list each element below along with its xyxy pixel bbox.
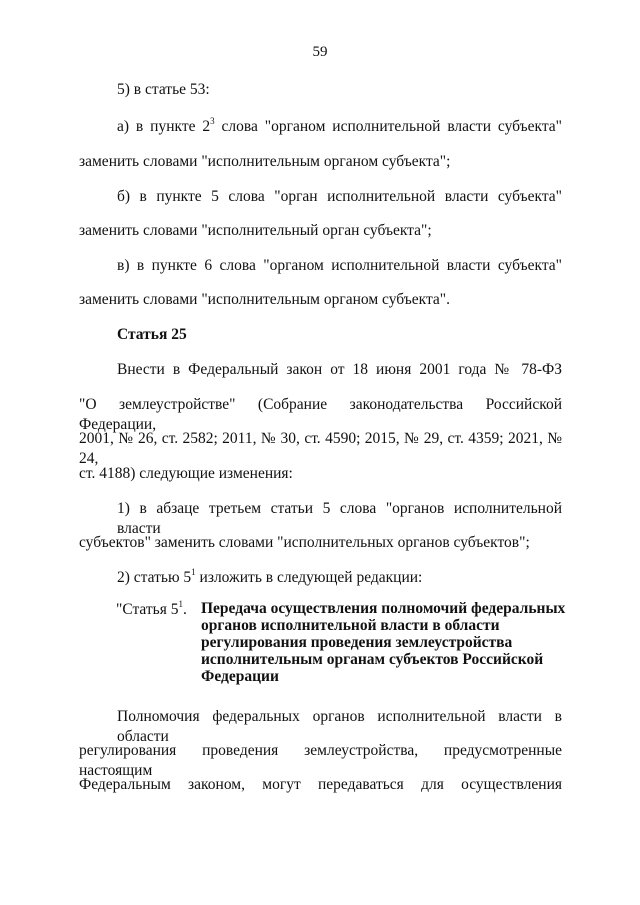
article-25-para-line-1: Внести в Федеральный закон от 18 июня 2001 года № 78-ФЗ: [117, 361, 562, 378]
subitem-v-line-1: в) в пункте 6 слова "органом исполнительной власти субъекта": [117, 257, 562, 274]
subitem-v-line-2: заменить словами "исполнительным органом субъекта".: [79, 291, 451, 308]
item-5-statya-53: 5) в статье 53:: [117, 81, 210, 98]
subitem-a-line-1: а) в пункте $2^3$ слова "органом исполнительной власти субъекта": [117, 116, 563, 135]
powers-para-line-1: Полномочия федеральных органов исполнительной власти в области: [117, 708, 562, 745]
article-25-para-line-2: "О землеустройстве" (Собрание законодательства Российской Федерации,: [79, 396, 562, 433]
article-25-heading: Статья 25: [117, 326, 187, 343]
powers-para-line-2: регулирования проведения землеустройства, предусмотренные настоящим: [79, 742, 562, 779]
change-1-line-2: субъектов" заменить словами "исполнительных органов субъектов";: [79, 534, 530, 551]
subitem-b-line-2: заменить словами "исполнительный орган субъекта";: [79, 222, 432, 239]
page-number: 59: [312, 44, 328, 60]
subitem-a-line-2: заменить словами "исполнительным органом субъекта";: [79, 153, 451, 170]
article-25-para-line-3: 2001, № 26, ст. 2582; 2011, № 30, ст. 4590; 2015, № 29, ст. 4359; 2021, № 24,: [79, 430, 562, 467]
article-5-1-title: Передача осуществления полномочий федеральных органов исполнительной власти в области регулирования проведения землеустройства исполнительным органам субъектов Российской Федерации: [201, 600, 566, 685]
article-5-1-label: "Статья $5^1$.: [116, 599, 187, 618]
powers-para-line-3: Федеральным законом, могут передаваться для осуществления: [79, 776, 562, 793]
change-2-line: 2) статью $5^1$ изложить в следующей редакции:: [117, 567, 423, 586]
subitem-b-line-1: б) в пункте 5 слова "орган исполнительной власти субъекта": [117, 188, 562, 205]
article-25-para-line-4: ст. 4188) следующие изменения:: [79, 465, 293, 482]
change-1-line-1: 1) в абзаце третьем статьи 5 слова "органов исполнительной власти: [117, 500, 562, 537]
